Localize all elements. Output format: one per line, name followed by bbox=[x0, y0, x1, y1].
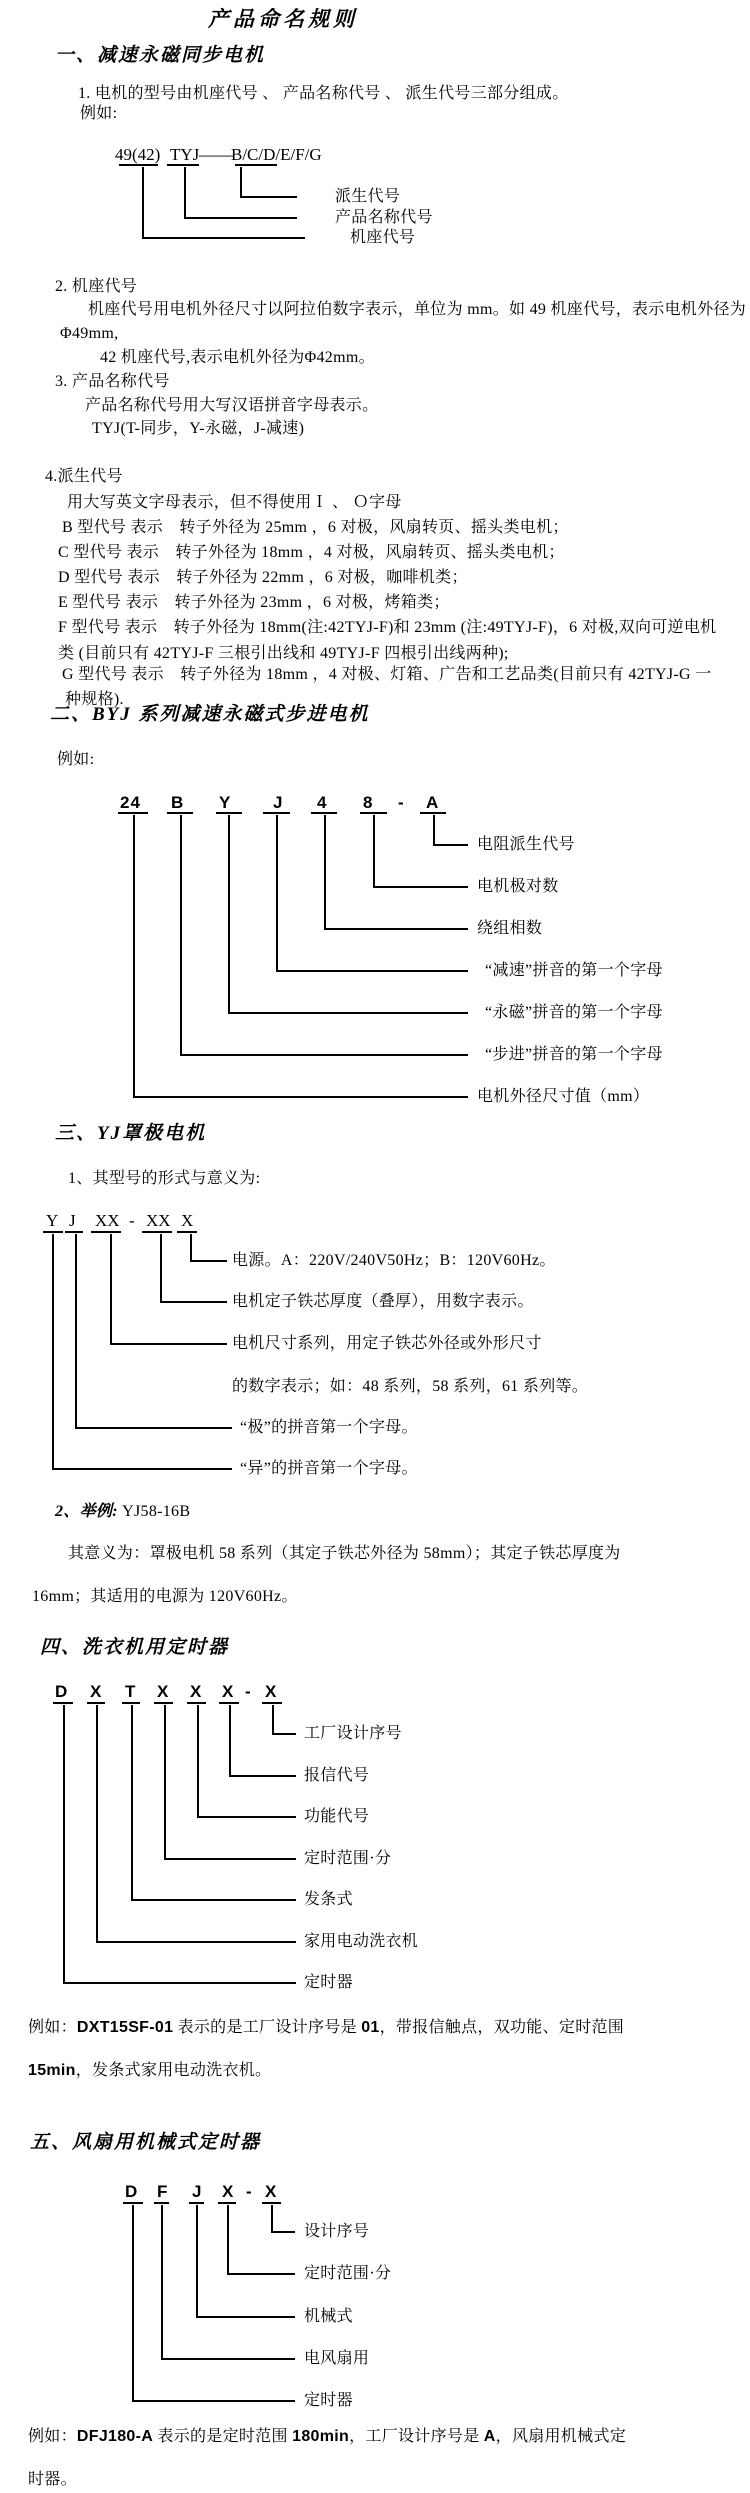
token-underline bbox=[87, 1702, 105, 1704]
diagram-label: 定时器 bbox=[304, 2392, 353, 2409]
token-underline bbox=[53, 1702, 73, 1704]
token-underline bbox=[167, 812, 193, 814]
model-token: J bbox=[69, 1211, 76, 1230]
example-yj bbox=[55, 1502, 190, 1522]
connector-line bbox=[373, 886, 468, 888]
connector-line bbox=[131, 1899, 296, 1901]
text-segment: 表示的是定时范围 bbox=[153, 2428, 293, 2445]
body-line: 例如: bbox=[80, 105, 118, 122]
diagram-label: 电风扇用 bbox=[304, 2350, 370, 2367]
body-line: 2. 机座代号 bbox=[55, 278, 138, 295]
heading-section-3: 三、YJ罩极电机 bbox=[55, 1123, 207, 1144]
diagram-label: 电机定子铁芯厚度（叠厚），用数字表示。 bbox=[232, 1293, 534, 1310]
connector-line bbox=[227, 2205, 229, 2275]
connector-line bbox=[96, 1705, 98, 1943]
connector-line bbox=[160, 1301, 227, 1303]
token-underline bbox=[189, 2202, 204, 2204]
model-token: X bbox=[265, 1682, 278, 1701]
diagram-label: “极”的拼音第一个字母。 bbox=[240, 1419, 418, 1436]
connector-line bbox=[75, 1427, 232, 1429]
model-token: D bbox=[125, 2182, 139, 2201]
connector-line bbox=[276, 970, 468, 972]
diagram-label: 机械式 bbox=[304, 2308, 353, 2325]
connector-line bbox=[190, 1234, 192, 1262]
diagram-label: 电机外径尺寸值（mm） bbox=[477, 1088, 650, 1105]
token-underline bbox=[118, 812, 148, 814]
body-line: 例如: bbox=[57, 751, 95, 768]
model-token: X bbox=[157, 1682, 170, 1701]
connector-line bbox=[161, 2205, 163, 2360]
heading-section-2: 二、BYJ 系列减速永磁式步进电机 bbox=[50, 704, 370, 725]
token-underline bbox=[420, 812, 446, 814]
diagram-label: 发条式 bbox=[304, 1891, 353, 1908]
body-line: C 型代号 表示 转子外径为 18mm ，4 对极，风扇转页、摇头类电机； bbox=[58, 544, 565, 561]
model-token: - bbox=[245, 1682, 252, 1701]
connector-line bbox=[276, 815, 278, 972]
diagram-label: 机座代号 bbox=[350, 229, 416, 246]
model-token: X bbox=[222, 1682, 235, 1701]
diagram-label: “减速”拼音的第一个字母 bbox=[485, 962, 663, 979]
model-token: B bbox=[171, 793, 185, 812]
connector-line bbox=[180, 1054, 468, 1056]
model-token: XX bbox=[146, 1211, 171, 1230]
model-token: 49(42) bbox=[115, 145, 161, 164]
token-underline bbox=[177, 1231, 197, 1233]
token-underline bbox=[187, 1702, 206, 1704]
heading-section-4: 四、洗衣机用定时器 bbox=[40, 1637, 230, 1658]
body-line: B 型代号 表示 转子外径为 25mm ，6 对极，风扇转页、摇头类电机； bbox=[62, 519, 569, 536]
diagram-label: 产品名称代号 bbox=[335, 209, 433, 226]
model-token: - bbox=[129, 1211, 135, 1230]
text-segment: ，带报信触点，双功能、定时范围 bbox=[379, 2019, 625, 2036]
page-title: 产品命名规则 bbox=[208, 7, 358, 31]
diagram-label: 绕组相数 bbox=[477, 920, 543, 937]
connector-line bbox=[63, 1982, 296, 1984]
connector-line bbox=[228, 815, 230, 1014]
connector-line bbox=[180, 815, 182, 1056]
connector-line bbox=[272, 1705, 274, 1735]
token-underline bbox=[262, 2202, 281, 2204]
model-token: J bbox=[192, 2182, 203, 2201]
token-underline bbox=[142, 1231, 172, 1233]
body-line: TYJ(T-同步，Y-永磁，J-减速) bbox=[92, 420, 305, 437]
connector-line bbox=[164, 1858, 296, 1860]
example-dfj-2: 时器。 bbox=[28, 2471, 77, 2488]
model-token: X bbox=[181, 1211, 194, 1230]
body-line: 其意义为：罩极电机 58 系列（其定子铁芯外径为 58mm）；其定子铁芯厚度为 bbox=[68, 1545, 621, 1562]
text-segment: 例如： bbox=[28, 2428, 77, 2445]
model-token: X bbox=[222, 2182, 235, 2201]
connector-line bbox=[433, 844, 468, 846]
token-underline bbox=[360, 812, 387, 814]
model-token: TYJ bbox=[170, 145, 200, 164]
example-dxt-2 bbox=[28, 2061, 271, 2081]
body-line: 机座代号用电机外径尺寸以阿拉伯数字表示，单位为 mm。如 49 机座代号，表示电机外径为 bbox=[88, 301, 747, 318]
connector-line bbox=[240, 167, 242, 198]
token-underline bbox=[119, 164, 158, 166]
connector-line bbox=[196, 2205, 198, 2318]
model-token: —— bbox=[199, 145, 233, 164]
diagram-label: 的数字表示；如：48 系列，58 系列，61 系列等。 bbox=[232, 1378, 589, 1395]
token-underline bbox=[122, 1702, 140, 1704]
model-token: X bbox=[90, 1682, 103, 1701]
token-underline bbox=[167, 164, 199, 166]
model-token: Y bbox=[46, 1211, 59, 1230]
connector-line bbox=[52, 1234, 54, 1470]
diagram-label: 电机尺寸系列，用定子铁芯外径或外形尺寸 bbox=[232, 1335, 542, 1352]
connector-line bbox=[373, 815, 375, 888]
diagram-label: 定时器 bbox=[304, 1974, 353, 1991]
diagram-label: “步进”拼音的第一个字母 bbox=[485, 1046, 663, 1063]
connector-line bbox=[271, 2231, 295, 2233]
diagram-label: “异”的拼音第一个字母。 bbox=[240, 1460, 418, 1477]
token-underline bbox=[91, 1231, 121, 1233]
connector-line bbox=[197, 1705, 199, 1818]
connector-line bbox=[110, 1343, 227, 1345]
connector-line bbox=[96, 1941, 296, 1943]
connector-line bbox=[190, 1260, 227, 1262]
diagram-label: 电源。A：220V/240V50Hz；B：120V60Hz。 bbox=[232, 1252, 556, 1269]
model-token: - bbox=[398, 793, 405, 812]
token-underline bbox=[43, 1231, 63, 1233]
text-segment: 2、举例: bbox=[55, 1503, 123, 1520]
connector-line bbox=[160, 1234, 162, 1303]
token-underline bbox=[262, 1702, 282, 1704]
connector-line bbox=[272, 1733, 296, 1735]
text-segment: A bbox=[483, 2428, 496, 2445]
connector-line bbox=[132, 2205, 134, 2402]
text-segment: 例如： bbox=[28, 2019, 77, 2036]
connector-line bbox=[197, 1816, 296, 1818]
token-underline bbox=[219, 1702, 239, 1704]
example-dfj-1 bbox=[28, 2427, 626, 2447]
connector-line bbox=[271, 2205, 273, 2233]
connector-line bbox=[52, 1468, 232, 1470]
model-token: B/C/D/E/F/G bbox=[231, 145, 322, 164]
body-line: 类 (目前只有 42TYJ-F 三根引出线和 49TYJ-F 四根引出线两种); bbox=[58, 645, 509, 662]
text-segment: DFJ180-A bbox=[76, 2428, 154, 2445]
model-token: X bbox=[265, 2182, 278, 2201]
text-segment: 01 bbox=[361, 2019, 380, 2036]
model-token: 24 bbox=[120, 793, 141, 812]
connector-line bbox=[433, 815, 435, 846]
model-token: A bbox=[426, 793, 440, 812]
body-line: 16mm；其适用的电源为 120V60Hz。 bbox=[32, 1588, 298, 1605]
model-token: D bbox=[55, 1682, 69, 1701]
text-segment: ，工厂设计序号是 bbox=[349, 2428, 484, 2445]
connector-line bbox=[142, 167, 144, 239]
connector-line bbox=[110, 1234, 112, 1345]
token-underline bbox=[123, 2202, 143, 2204]
text-segment: ，风扇用机械式定 bbox=[495, 2428, 627, 2445]
body-line: 42 机座代号,表示电机外径为Φ42mm。 bbox=[100, 349, 375, 366]
body-line: 用大写英文字母表示，但不得使用Ｉ 、 Ｏ字母 bbox=[67, 494, 402, 511]
diagram-label: 设计序号 bbox=[304, 2223, 370, 2240]
connector-line bbox=[184, 167, 186, 219]
model-token: J bbox=[273, 793, 284, 812]
model-token: Y bbox=[219, 793, 232, 812]
connector-line bbox=[63, 1705, 65, 1984]
body-line: 1、其型号的形式与意义为: bbox=[68, 1170, 261, 1187]
connector-line bbox=[142, 237, 305, 239]
diagram-label: 电阻派生代号 bbox=[477, 836, 575, 853]
connector-line bbox=[228, 1012, 468, 1014]
token-underline bbox=[154, 2202, 169, 2204]
connector-line bbox=[131, 1705, 133, 1901]
model-token: XX bbox=[95, 1211, 120, 1230]
diagram-label: 功能代号 bbox=[304, 1808, 370, 1825]
text-segment: 表示的是工厂设计序号是 bbox=[173, 2019, 362, 2036]
model-token: 4 bbox=[317, 793, 328, 812]
token-underline bbox=[235, 164, 277, 166]
body-line: Φ49mm, bbox=[60, 325, 119, 342]
body-line: D 型代号 表示 转子外径为 22mm ，6 对极，咖啡机类； bbox=[58, 569, 468, 586]
diagram-label: 家用电动洗衣机 bbox=[304, 1933, 419, 1950]
token-underline bbox=[218, 2202, 236, 2204]
diagram-label: 定时范围·分 bbox=[304, 1850, 392, 1867]
connector-line bbox=[324, 928, 468, 930]
token-underline bbox=[311, 812, 337, 814]
body-line: F 型代号 表示 转子外径为 18mm(注:42TYJ-F)和 23mm (注:49TYJ-F)，6 对极,双向可逆电机 bbox=[58, 619, 717, 636]
connector-line bbox=[196, 2316, 295, 2318]
model-token: - bbox=[246, 2182, 253, 2201]
token-underline bbox=[216, 812, 242, 814]
diagram-label: 定时范围·分 bbox=[304, 2265, 392, 2282]
text-segment: DXT15SF-01 bbox=[76, 2019, 174, 2036]
body-line: 4.派生代号 bbox=[45, 468, 123, 485]
connector-line bbox=[75, 1234, 77, 1429]
text-segment: 15min bbox=[28, 2062, 76, 2079]
heading-section-1: 一、减速永磁同步电机 bbox=[55, 45, 266, 66]
model-token: 8 bbox=[363, 793, 374, 812]
connector-line bbox=[164, 1705, 166, 1860]
connector-line bbox=[324, 815, 326, 930]
connector-line bbox=[227, 2273, 295, 2275]
model-token: X bbox=[190, 1682, 203, 1701]
model-token: T bbox=[125, 1682, 137, 1701]
token-underline bbox=[154, 1702, 173, 1704]
connector-line bbox=[133, 1096, 468, 1098]
text-segment: 180min bbox=[292, 2428, 350, 2445]
text-segment: YJ58-16B bbox=[122, 1503, 191, 1520]
heading-section-5: 五、风扇用机械式定时器 bbox=[30, 2132, 262, 2153]
diagram-label: 电机极对数 bbox=[477, 878, 559, 895]
example-dxt-1 bbox=[28, 2018, 624, 2038]
body-line: 产品名称代号用大写汉语拼音字母表示。 bbox=[85, 397, 379, 414]
connector-line bbox=[132, 2400, 295, 2402]
model-token: F bbox=[157, 2182, 169, 2201]
connector-line bbox=[161, 2358, 295, 2360]
body-line: 3. 产品名称代号 bbox=[55, 373, 170, 390]
token-underline bbox=[65, 1231, 83, 1233]
connector-line bbox=[229, 1705, 231, 1777]
connector-line bbox=[229, 1775, 296, 1777]
connector-line bbox=[240, 196, 297, 198]
token-underline bbox=[263, 812, 290, 814]
connector-line bbox=[184, 217, 297, 219]
body-line: E 型代号 表示 转子外径为 23mm ，6 对极，烤箱类； bbox=[58, 594, 450, 611]
diagram-label: 工厂设计序号 bbox=[304, 1725, 402, 1742]
body-line: 1. 电机的型号由机座代号 、 产品名称代号 、 派生代号三部分组成。 bbox=[78, 85, 569, 102]
text-segment: ，发条式家用电动洗衣机。 bbox=[75, 2062, 272, 2079]
diagram-label: “永磁”拼音的第一个字母 bbox=[485, 1004, 663, 1021]
body-line: 种规格). bbox=[65, 691, 124, 708]
diagram-label: 派生代号 bbox=[335, 188, 401, 205]
diagram-label: 报信代号 bbox=[304, 1767, 370, 1784]
connector-line bbox=[133, 815, 135, 1098]
body-line: G 型代号 表示 转子外径为 18mm ，4 对极、灯箱、广告和工艺品类(目前只有 42TYJ-G 一 bbox=[62, 666, 712, 683]
